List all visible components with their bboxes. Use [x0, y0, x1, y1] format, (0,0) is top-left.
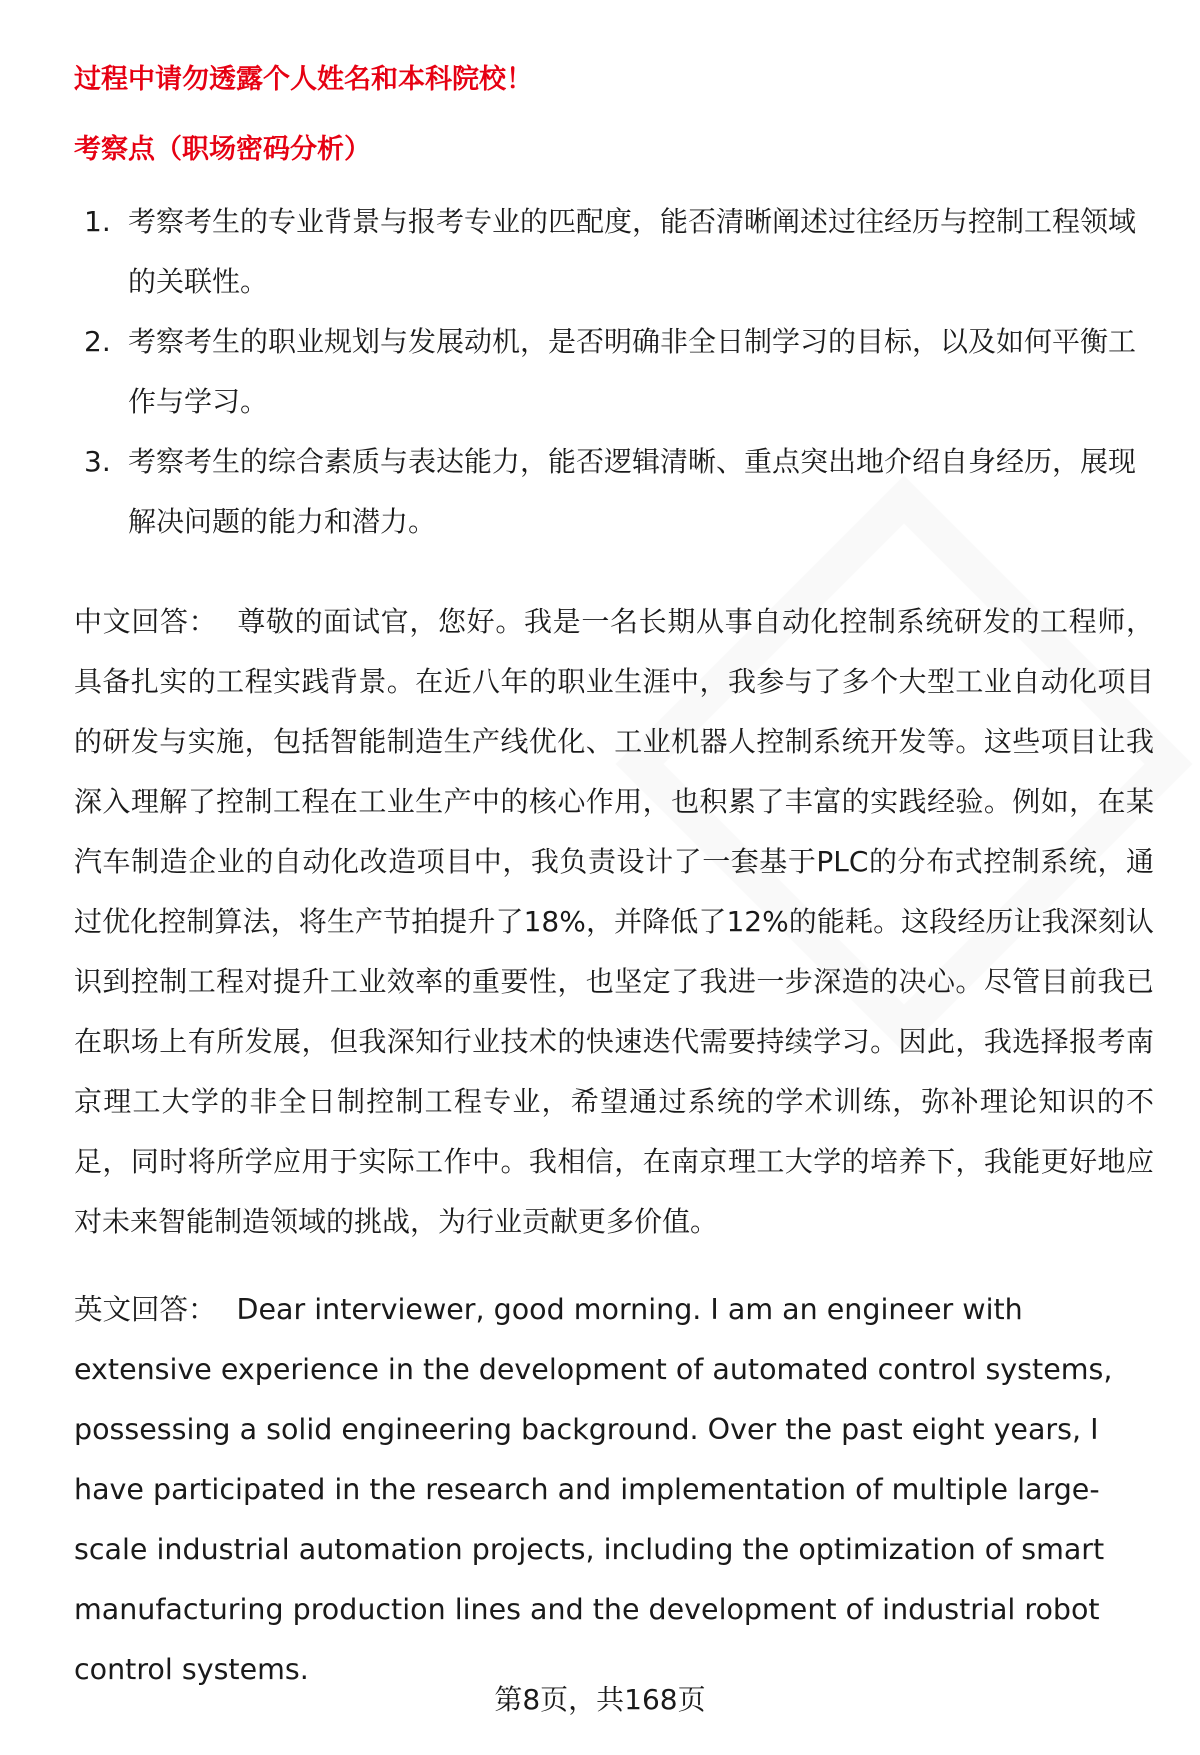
english-answer-label: 英文回答：	[74, 1293, 217, 1326]
evaluation-point	[74, 432, 1154, 552]
point-text: 考察考生的综合素质与表达能力，能否逻辑清晰、重点突出地介绍自身经历，展现解决问题的能力和潜力。	[128, 445, 1137, 538]
chinese-answer-text: 尊敬的面试官，您好。我是一名长期从事自动化控制系统研发的工程师，具备扎实的工程实践背景。在近八年的职业生涯中，我参与了多个大型工业自动化项目的研发与实施，包括智能制造生产线优化、工业机器人控制系统开发等。这些项目让我深入理解了控制工程在工业生产中的核心作用，也积累了丰富的实践经验。例如，在某汽车制造企业的自动化改造项目中，我负责设计了一套基于PLC的分布式控制系统，通过优化控制算法，将生产节拍提升了18%，并降低了12%的能耗。这段经历让我深刻认识到控制工程对提升工业效率的重要性，也坚定了我进一步深造的决心。尽管目前我已在职场上有所发展，但我深知行业技术的快速迭代需要持续学习。因此，我选择报考南京理工大学的非全日制控制工程专业，希望通过系统的学术训练，弥补理论知识的不足，同时将所学应用于实际工作中。我相信，在南京理工大学的培养下，我能更好地应对未来智能制造领域的挑战，为行业贡献更多价值。	[74, 605, 1154, 1238]
section-title: 考察点（职场密码分析）	[74, 134, 371, 165]
point-text: 考察考生的职业规划与发展动机，是否明确非全日制学习的目标，以及如何平衡工作与学习。	[128, 325, 1137, 418]
evaluation-point	[74, 312, 1154, 432]
evaluation-point	[74, 192, 1154, 312]
point-number: 1.	[84, 205, 111, 238]
page-footer: 第8页，共168页	[494, 1683, 706, 1716]
chinese-answer	[74, 592, 1154, 1252]
document-page	[74, 60, 1154, 1728]
point-text: 考察考生的专业背景与报考专业的匹配度，能否清晰阐述过往经历与控制工程领域的关联性。	[128, 205, 1137, 298]
point-number: 2.	[84, 325, 111, 358]
point-number: 3.	[84, 445, 111, 478]
evaluation-points-list	[74, 192, 1154, 552]
privacy-warning: 过程中请勿透露个人姓名和本科院校！	[74, 64, 533, 95]
english-answer-text: Dear interviewer, good morning. I am an engineer with extensive experience in the development of automated control systems, possessing a solid engineering background. Over the past eight years, I have participated in the research and implementation of multiple large-scale industrial automation projects, including the optimization of smart manufacturing production lines and the development of industrial robot control systems.	[74, 1293, 1113, 1686]
english-answer	[74, 1280, 1154, 1700]
chinese-answer-label: 中文回答：	[74, 605, 218, 638]
